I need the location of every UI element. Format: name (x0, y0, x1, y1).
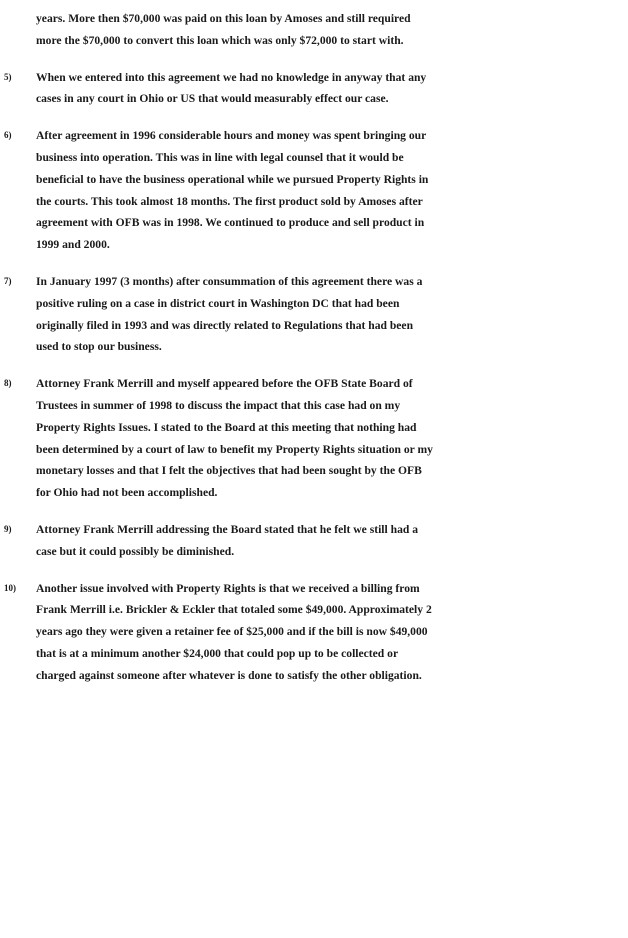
item-number: 8) (4, 378, 12, 389)
numbered-item-5 (4, 67, 614, 111)
item-text (36, 125, 614, 256)
text-line: charged against someone after whatever is done to satisfy the other obligation. (36, 668, 422, 682)
text-line: beneficial to have the business operational while we pursued Property Rights in (36, 172, 429, 186)
text-line: positive ruling on a case in district court in Washington DC that had been (36, 296, 400, 310)
text-line: When we entered into this agreement we had no knowledge in anyway that any (36, 70, 427, 84)
item-text (36, 578, 614, 687)
text-line: case but it could possibly be diminished. (36, 544, 235, 558)
numbered-item-8 (4, 373, 614, 504)
item-number: 9) (4, 523, 12, 534)
text-line: cases in any court in Ohio or US that would measurably effect our case. (36, 92, 389, 106)
text-line: Property Rights Issues. I stated to the Board at this meeting that nothing had (36, 420, 417, 434)
text-line: years ago they were given a retainer fee of $25,000 and if the bill is now $49,000 (36, 625, 428, 639)
text-line: more the $70,000 to convert this loan which was only $72,000 to start with. (36, 33, 404, 47)
text-line: Frank Merrill i.e. Brickler & Eckler that totaled some $49,000. Approximately 2 (36, 603, 432, 617)
text-line: originally filed in 1993 and was directly related to Regulations that had been (36, 318, 414, 332)
text-line: agreement with OFB was in 1998. We continued to produce and sell product in (36, 216, 425, 230)
text-line: used to stop our business. (36, 340, 162, 354)
numbered-item-10 (4, 578, 614, 687)
text-line: that is at a minimum another $24,000 that could pop up to be collected or (36, 646, 399, 660)
text-line: business into operation. This was in line with legal counsel that it would be (36, 150, 404, 164)
numbered-item-9 (4, 519, 614, 563)
text-line: Attorney Frank Merrill addressing the Board stated that he felt we still had a (36, 522, 419, 536)
intro-paragraph (36, 8, 614, 52)
text-line: years. More then $70,000 was paid on this loan by Amoses and still required (36, 12, 411, 25)
text-line: monetary losses and that I felt the objectives that had been sought by the OFB (36, 464, 422, 478)
text-line: for Ohio had not been accomplished. (36, 486, 218, 500)
text-line: 1999 and 2000. (36, 238, 110, 252)
item-text (36, 67, 614, 111)
text-line: Attorney Frank Merrill and myself appeared before the OFB State Board of (36, 377, 413, 391)
item-number: 6) (4, 130, 12, 141)
numbered-item-7 (4, 271, 614, 358)
item-number: 7) (4, 275, 12, 286)
item-number: 10) (4, 582, 16, 593)
text-line: Another issue involved with Property Rights is that we received a billing from (36, 581, 420, 595)
text-line: been determined by a court of law to benefit my Property Rights situation or my (36, 442, 433, 456)
item-number: 5) (4, 71, 12, 82)
text-line: After agreement in 1996 considerable hours and money was spent bringing our (36, 129, 427, 143)
text-line: In January 1997 (3 months) after consummation of this agreement there was a (36, 274, 423, 288)
item-text (36, 271, 614, 358)
text-line: the courts. This took almost 18 months. The first product sold by Amoses after (36, 194, 423, 208)
item-text (36, 519, 614, 563)
text-line: Trustees in summer of 1998 to discuss the impact that this case had on my (36, 398, 401, 412)
numbered-item-6 (4, 125, 614, 256)
item-text (36, 373, 614, 504)
